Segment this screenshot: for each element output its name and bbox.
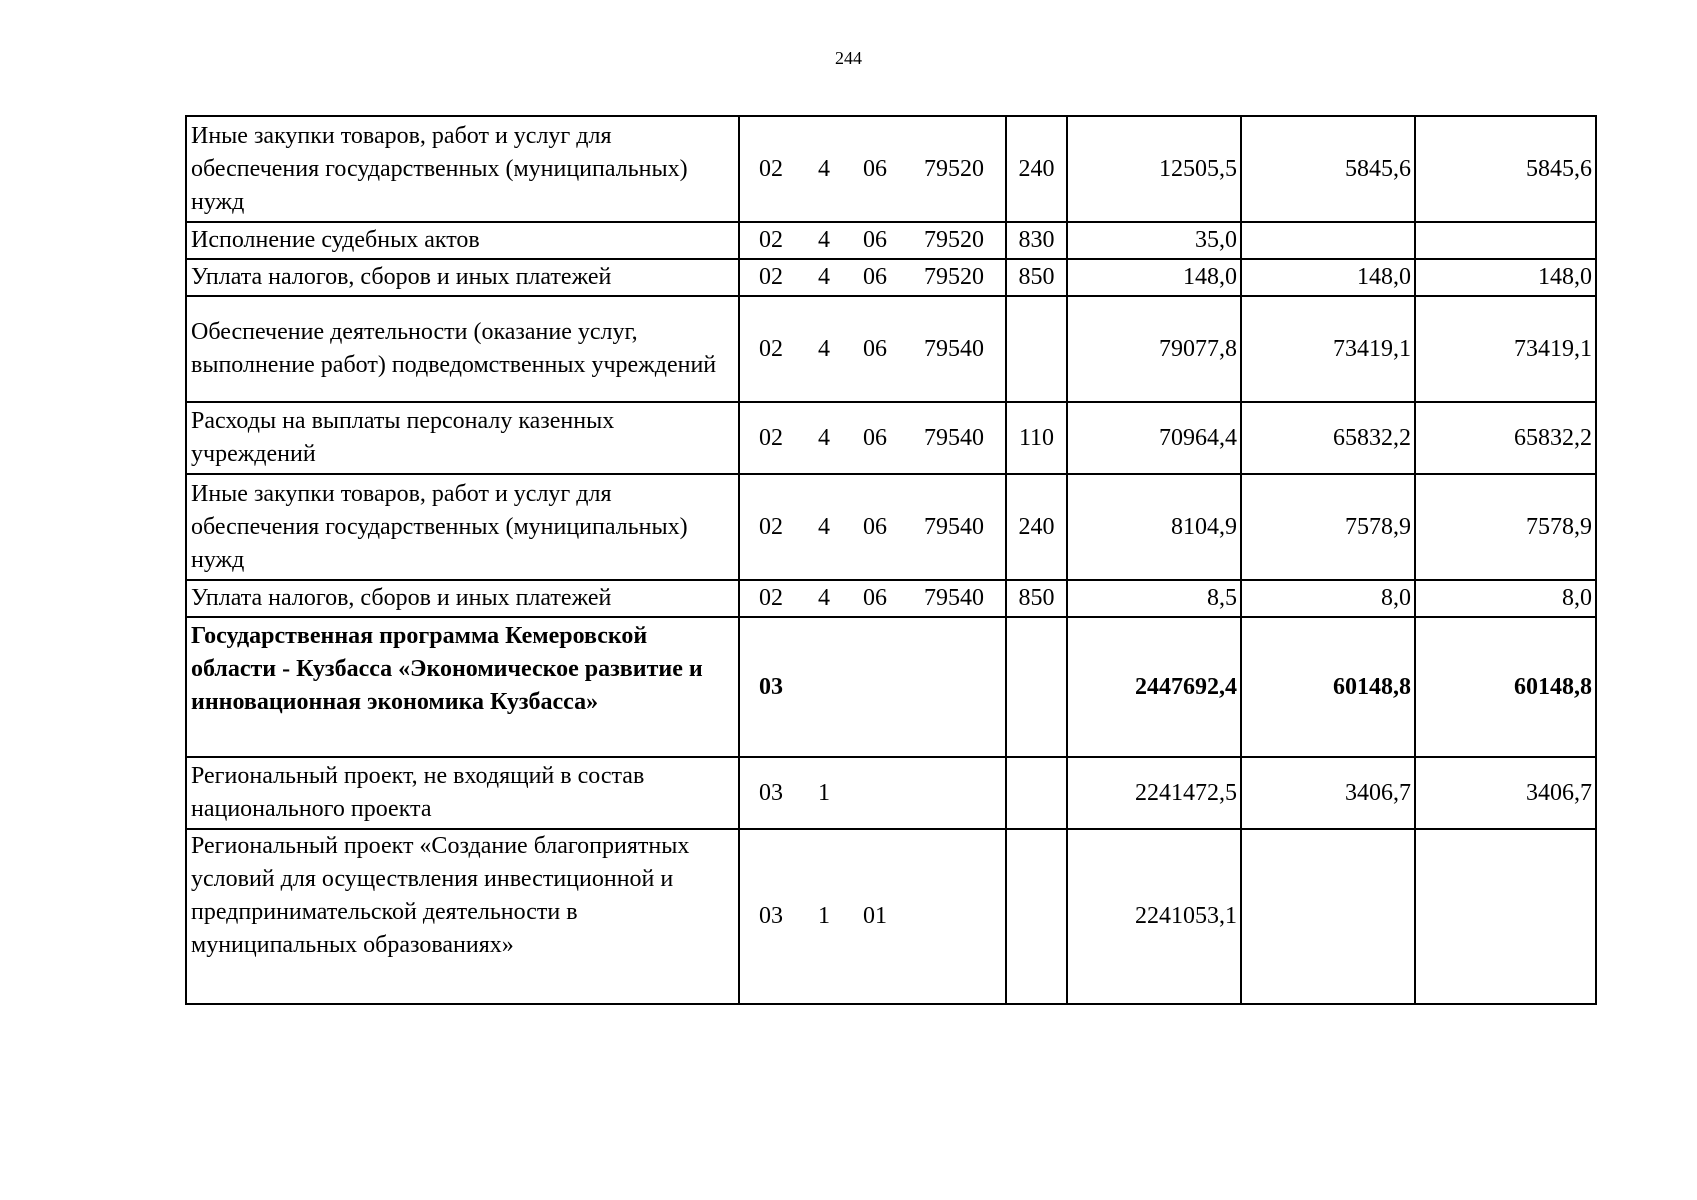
code-program: 4 xyxy=(818,227,830,253)
row-value-1: 2447692,4 xyxy=(1067,617,1241,757)
code-program: 1 xyxy=(818,903,830,929)
row-expense-type: 850 xyxy=(1006,580,1067,617)
code-section: 03 xyxy=(759,779,783,806)
budget-table xyxy=(185,115,1597,1005)
row-expense-type xyxy=(1006,829,1067,1004)
row-value-2: 8,0 xyxy=(1241,580,1415,617)
row-codes xyxy=(739,617,1006,757)
row-codes xyxy=(739,402,1006,474)
row-value-3: 5845,6 xyxy=(1415,116,1596,222)
table-row xyxy=(186,474,1596,580)
code-subprogram: 06 xyxy=(863,424,887,451)
code-section: 02 xyxy=(759,585,783,611)
code-direction: 79540 xyxy=(924,424,984,451)
row-value-2: 60148,8 xyxy=(1241,617,1415,757)
row-name xyxy=(186,617,739,757)
row-value-2 xyxy=(1241,222,1415,259)
code-section: 03 xyxy=(759,673,783,700)
table-row xyxy=(186,580,1596,617)
code-subprogram: 01 xyxy=(863,903,887,929)
code-program: 4 xyxy=(818,424,830,451)
row-expense-type: 850 xyxy=(1006,259,1067,296)
code-program: 4 xyxy=(818,155,830,182)
code-section: 02 xyxy=(759,513,783,540)
code-program: 1 xyxy=(818,779,830,806)
row-value-2 xyxy=(1241,829,1415,1004)
row-name: Расходы на выплаты персоналу казенных учреждений xyxy=(186,402,739,474)
row-name: Уплата налогов, сборов и иных платежей xyxy=(186,259,739,296)
code-direction: 79540 xyxy=(924,513,984,540)
code-direction: 79540 xyxy=(924,335,984,362)
row-codes xyxy=(739,222,1006,259)
row-value-3 xyxy=(1415,222,1596,259)
row-value-1: 12505,5 xyxy=(1067,116,1241,222)
code-section: 02 xyxy=(759,264,783,290)
code-section: 02 xyxy=(759,155,783,182)
row-expense-type xyxy=(1006,757,1067,829)
row-value-2: 3406,7 xyxy=(1241,757,1415,829)
row-name: Региональный проект, не входящий в состав национального проекта xyxy=(186,757,739,829)
row-value-1: 148,0 xyxy=(1067,259,1241,296)
table-row xyxy=(186,296,1596,402)
row-value-2: 7578,9 xyxy=(1241,474,1415,580)
row-codes xyxy=(739,259,1006,296)
code-subprogram: 06 xyxy=(863,155,887,182)
row-codes xyxy=(739,116,1006,222)
row-value-1: 70964,4 xyxy=(1067,402,1241,474)
row-expense-type: 110 xyxy=(1006,402,1067,474)
row-expense-type: 240 xyxy=(1006,474,1067,580)
row-value-1: 8,5 xyxy=(1067,580,1241,617)
row-value-3: 148,0 xyxy=(1415,259,1596,296)
row-value-2: 5845,6 xyxy=(1241,116,1415,222)
row-value-3 xyxy=(1415,829,1596,1004)
row-expense-type xyxy=(1006,296,1067,402)
row-value-3: 65832,2 xyxy=(1415,402,1596,474)
code-subprogram: 06 xyxy=(863,335,887,362)
page-number: 244 xyxy=(835,48,862,68)
row-value-3: 3406,7 xyxy=(1415,757,1596,829)
code-direction: 79540 xyxy=(924,585,984,611)
row-expense-type: 240 xyxy=(1006,116,1067,222)
row-value-2: 65832,2 xyxy=(1241,402,1415,474)
code-direction: 79520 xyxy=(924,227,984,253)
table-row xyxy=(186,116,1596,222)
code-section: 03 xyxy=(759,903,783,929)
table-row xyxy=(186,829,1596,1004)
row-value-1: 35,0 xyxy=(1067,222,1241,259)
row-value-3: 7578,9 xyxy=(1415,474,1596,580)
row-name: Уплата налогов, сборов и иных платежей xyxy=(186,580,739,617)
row-name xyxy=(186,829,739,1004)
code-direction: 79520 xyxy=(924,155,984,182)
row-value-2: 73419,1 xyxy=(1241,296,1415,402)
table-row xyxy=(186,757,1596,829)
code-direction: 79520 xyxy=(924,264,984,290)
row-name: Исполнение судебных актов xyxy=(186,222,739,259)
code-subprogram: 06 xyxy=(863,227,887,253)
row-value-2: 148,0 xyxy=(1241,259,1415,296)
row-expense-type: 830 xyxy=(1006,222,1067,259)
row-value-1: 2241053,1 xyxy=(1067,829,1241,1004)
table-row xyxy=(186,259,1596,296)
row-codes xyxy=(739,829,1006,1004)
row-name-text: Государственная программа Кемеровской области - Кузбасса «Экономическое развитие и инновационная экономика Кузбасса» xyxy=(191,623,703,715)
row-value-1: 79077,8 xyxy=(1067,296,1241,402)
table-row xyxy=(186,402,1596,474)
code-subprogram: 06 xyxy=(863,513,887,540)
row-name: Иные закупки товаров, работ и услуг для обеспечения государственных (муниципальных) нужд xyxy=(186,474,739,580)
row-expense-type xyxy=(1006,617,1067,757)
code-program: 4 xyxy=(818,513,830,540)
row-value-3: 73419,1 xyxy=(1415,296,1596,402)
row-name-text: Региональный проект «Создание благоприятных условий для осуществления инвестиционной и предпринимательской деятельности в муниципальных образованиях» xyxy=(191,833,690,958)
code-program: 4 xyxy=(818,264,830,290)
row-codes xyxy=(739,296,1006,402)
table-row xyxy=(186,222,1596,259)
row-name: Обеспечение деятельности (оказание услуг, выполнение работ) подведомственных учреждений xyxy=(186,296,739,402)
code-section: 02 xyxy=(759,424,783,451)
row-value-1: 8104,9 xyxy=(1067,474,1241,580)
row-codes xyxy=(739,580,1006,617)
row-value-1: 2241472,5 xyxy=(1067,757,1241,829)
code-section: 02 xyxy=(759,335,783,362)
row-value-3: 8,0 xyxy=(1415,580,1596,617)
table-row xyxy=(186,617,1596,757)
code-program: 4 xyxy=(818,335,830,362)
code-subprogram: 06 xyxy=(863,585,887,611)
row-codes xyxy=(739,757,1006,829)
row-value-3: 60148,8 xyxy=(1415,617,1596,757)
code-program: 4 xyxy=(818,585,830,611)
row-name: Иные закупки товаров, работ и услуг для обеспечения государственных (муниципальных) нужд xyxy=(186,116,739,222)
code-subprogram: 06 xyxy=(863,264,887,290)
code-section: 02 xyxy=(759,227,783,253)
row-codes xyxy=(739,474,1006,580)
